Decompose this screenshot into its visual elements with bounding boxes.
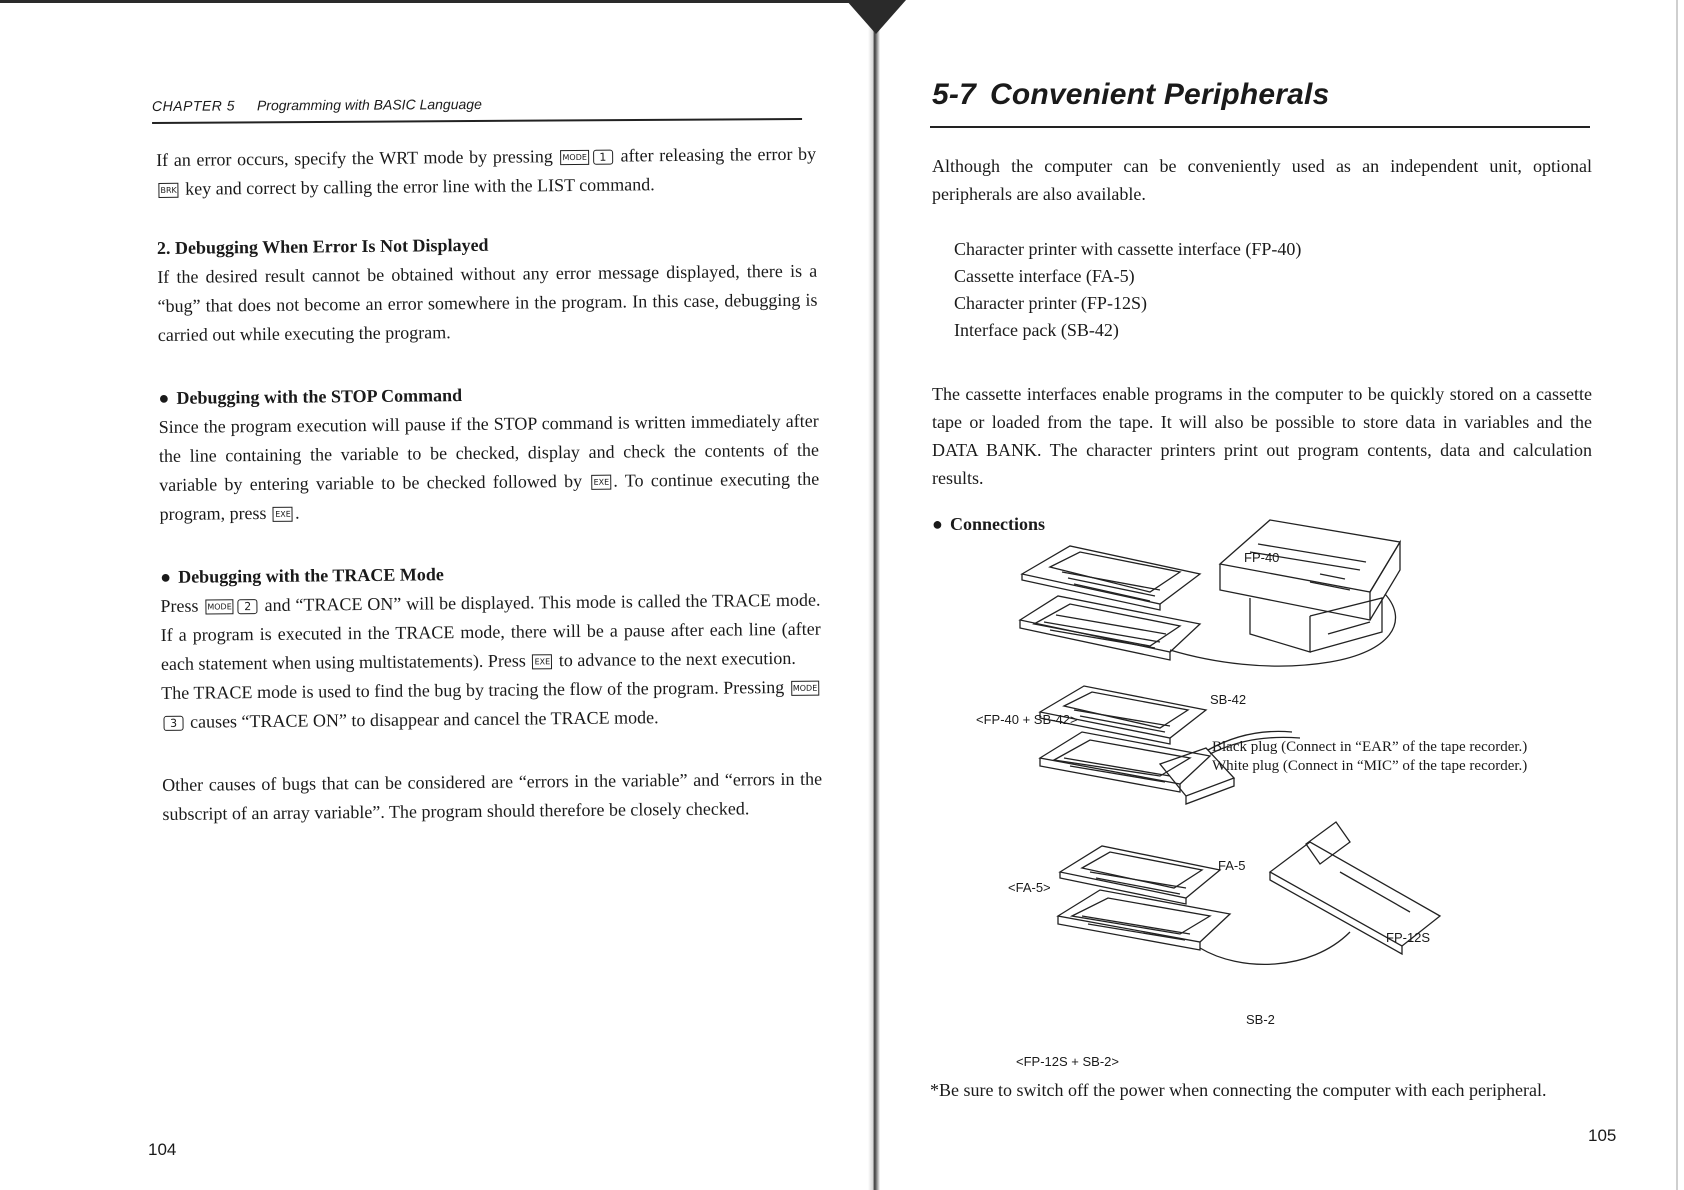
paragraph-error: If an error occurs, specify the WRT mode by pressing MODE 1 after releasing the error by BRK key and correct by calling the error line with the LIST command. [156,143,817,199]
footnote: *Be sure to switch off the power when connecting the computer with each peripheral. [930,1080,1547,1100]
book-gutter [868,0,880,1190]
brk-key-icon: BRK [158,183,178,198]
chapter-label: CHAPTER 5 [151,97,236,114]
chapter-title: Programming with BASIC Language [256,95,482,114]
caption-fp12s-sb2: <FP-12S + SB-2> [1016,1054,1119,1069]
left-body [156,140,823,849]
fp40-printer-illustration [1220,520,1400,652]
paragraph-other-causes: Other causes of bugs that can be considered are “errors in the variable” and “errors in the subscript of an array variable”. The program should therefore be closely checked. [162,768,823,824]
intro-paragraph: Although the computer can be conveniently used as an independent unit, optional peripherals are also available. [932,156,1592,204]
paragraph-bug: If the desired result cannot be obtained without any error message displayed, there is a “bug” that does not become an error somewhere in the program. In this case, debugging is carried out while executing the program. [157,260,818,345]
two-key-icon: 2 [238,599,258,614]
label-sb42: SB-42 [1210,692,1247,707]
list-item: Interface pack (SB-42) [954,320,1119,340]
paragraph-trace: Press MODE 2 and “TRACE ON” will be displayed. This mode is called the TRACE mode. If a program is executed in the TRACE mode, there will be a pause after each line (after each statement when using multistatements). Press EXE to advance to the next execution. [160,589,821,674]
heading-trace-mode: ● Debugging with the TRACE Mode [160,557,820,592]
connections-diagram [1010,512,1610,1072]
exe-key-icon: EXE [532,655,552,670]
list-item: Cassette interface (FA-5) [954,266,1135,286]
one-key-icon: 1 [593,150,613,165]
bullet-icon: ● [158,387,170,408]
paragraph-stop: Since the program execution will pause if the STOP command is written immediately after the line containing the variable to be checked, display and check the contents of the variable by entering variable to be checked followed by EXE . To continue executing the program, press EXE . [158,410,820,524]
section-title [932,78,1329,112]
connections-heading: ● Connections [932,514,1046,534]
exe-key-icon: EXE [273,507,293,522]
label-fa5: FA-5 [1218,858,1246,873]
mode-key-icon: MODE [560,150,589,165]
label-sb2: SB-2 [1246,1012,1275,1027]
page-number-right: 105 [1588,1126,1617,1145]
three-key-icon: 3 [163,716,183,731]
section-title-text: Convenient Peripherals [989,78,1330,111]
computer-illustration-1 [1020,546,1200,660]
bullet-icon: ● [160,566,172,587]
title-rule [930,126,1590,128]
page-number-left: 104 [148,1140,177,1159]
section-number: 5-7 [932,78,976,111]
list-item: Character printer (FP-12S) [954,293,1147,313]
connections-figure [1010,512,1610,1072]
sb2-cable [1200,932,1350,964]
description-paragraph: The cassette interfaces enable programs in the computer to be quickly stored on a cassette tape or loaded from the tape. It will also be possible to store data in variables and the DATA BANK. The character printers print out program contents, data and calculation results. [932,384,1592,488]
bullet-icon: ● [932,514,943,534]
caption-fa5: <FA-5> [1008,880,1051,895]
running-head [152,94,802,124]
peripheral-list [954,236,1301,344]
exe-key-icon: EXE [591,475,611,490]
label-fp40: FP-40 [1244,550,1280,565]
heading-debugging-not-displayed: 2. Debugging When Error Is Not Displayed [156,234,489,258]
mode-key-icon: MODE [791,681,820,696]
mode-key-icon: MODE [205,600,234,615]
heading-stop-command: ● Debugging with the STOP Command [158,378,818,413]
computer-illustration-3 [1058,846,1230,950]
white-plug-note: White plug (Connect in “MIC” of the tape recorder.) [1212,758,1528,774]
right-page [900,0,1684,1190]
paragraph-trace-2: The TRACE mode is used to find the bug by tracing the flow of the program. Pressing MODE3 causes “TRACE ON” to disappear and cancel the TRACE mode. [161,673,822,737]
caption-fp40-sb42: <FP-40 + SB-42> [976,712,1078,727]
list-item: Character printer with cassette interface (FP-40) [954,239,1302,259]
plug-note [1212,738,1527,776]
label-fp12s: FP-12S [1386,930,1431,945]
computer-illustration-2 [1040,686,1234,804]
black-plug-note: Black plug (Connect in “EAR” of the tape recorder.) [1212,739,1528,755]
sb42-cable [1170,594,1396,666]
